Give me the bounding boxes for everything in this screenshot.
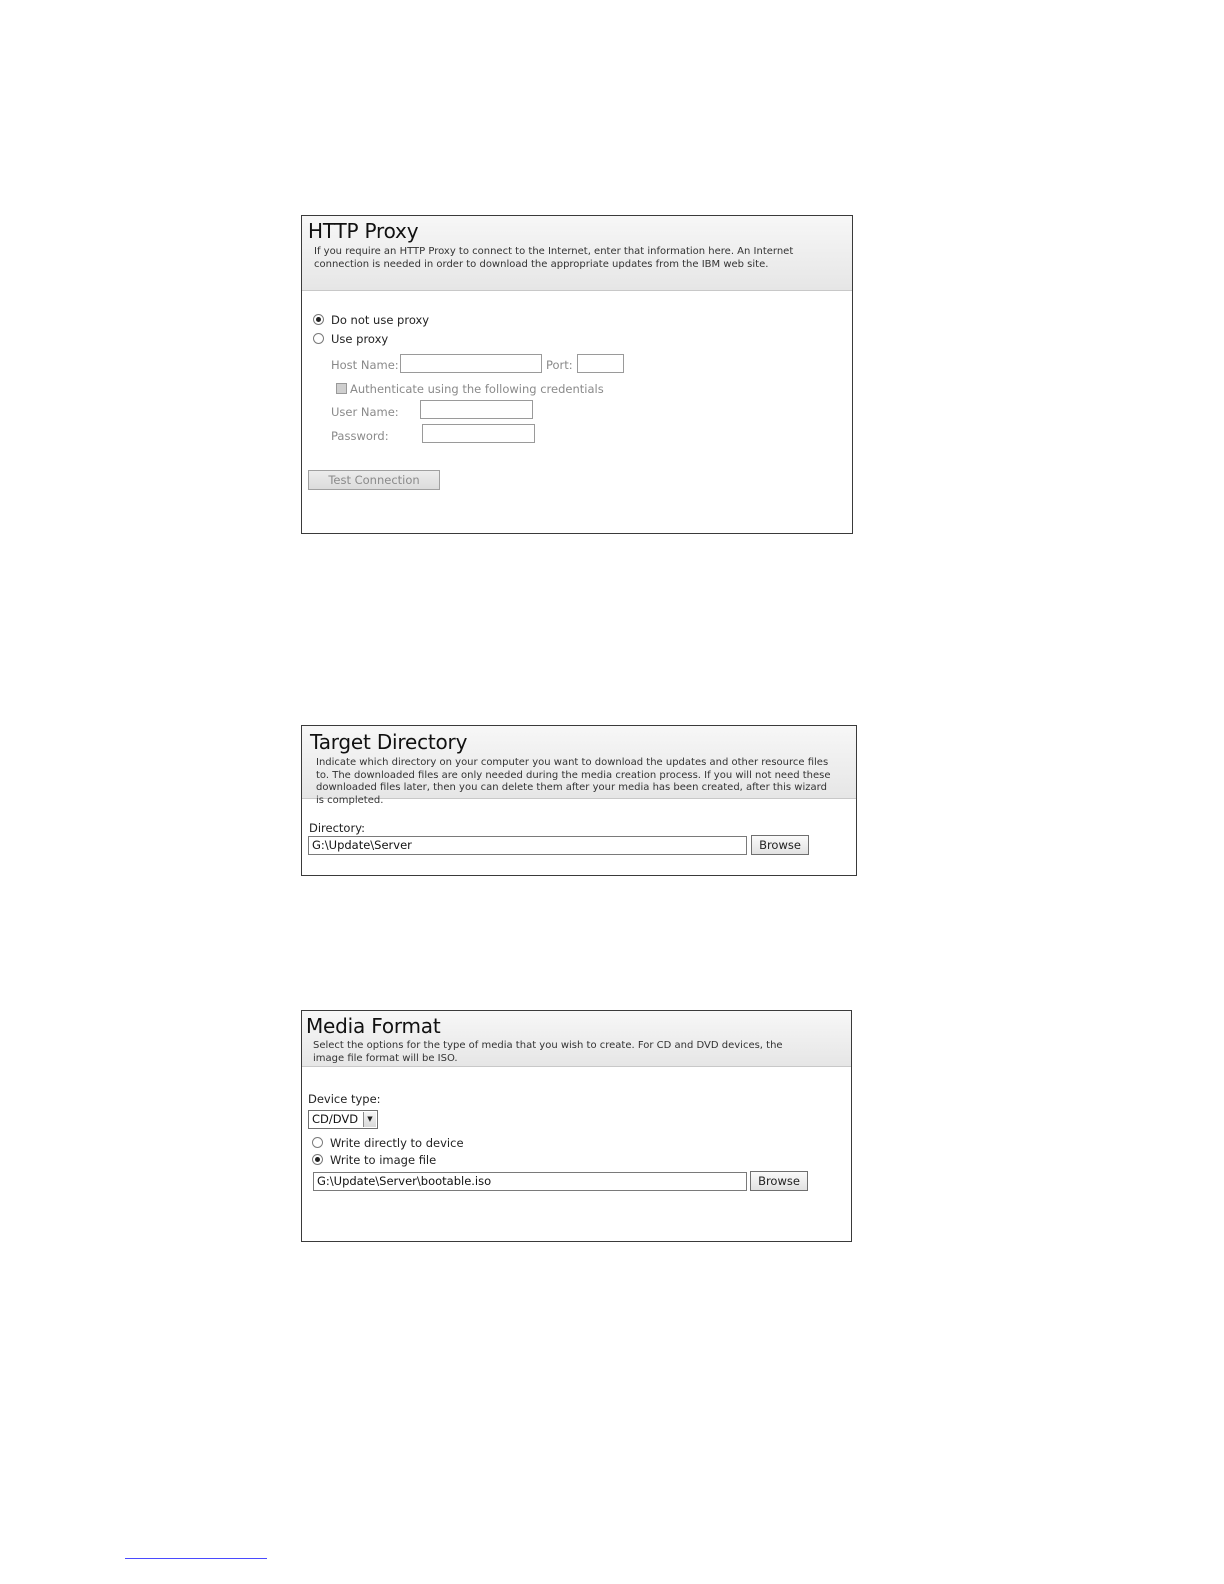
device-type-select[interactable] <box>308 1110 378 1129</box>
test-connection-button[interactable]: Test Connection <box>308 470 440 490</box>
use-proxy-radio[interactable] <box>313 333 324 344</box>
http-proxy-header <box>302 216 852 291</box>
device-type-label: Device type: <box>308 1092 381 1106</box>
user-name-input[interactable] <box>420 400 533 419</box>
write-image-radio[interactable] <box>312 1154 323 1165</box>
image-path-input[interactable]: G:\Update\Server\bootable.iso <box>313 1172 747 1191</box>
target-directory-panel <box>301 725 857 876</box>
http-proxy-panel <box>301 215 853 534</box>
port-input[interactable] <box>577 354 624 373</box>
user-name-label: User Name: <box>331 405 399 419</box>
target-directory-description: Indicate which directory on your computer you want to download the updates and other resource files to. The downloaded files are only needed during the media creation process. If you will not need these downloaded files later, then you can delete them after your media has been created, after this wizard is completed. <box>316 757 831 806</box>
write-device-label[interactable]: Write directly to device <box>330 1136 464 1150</box>
no-proxy-radio-dot <box>316 317 321 322</box>
media-format-title: Media Format <box>306 1014 441 1038</box>
no-proxy-radio[interactable] <box>313 314 324 325</box>
use-proxy-label[interactable]: Use proxy <box>331 332 389 346</box>
media-format-panel <box>301 1010 852 1242</box>
authenticate-label[interactable]: Authenticate using the following credentials <box>350 382 604 396</box>
write-image-radio-dot <box>315 1157 320 1162</box>
target-directory-title: Target Directory <box>310 730 468 754</box>
authenticate-checkbox[interactable] <box>336 383 347 394</box>
target-directory-browse-button[interactable]: Browse <box>751 835 809 855</box>
http-proxy-title: HTTP Proxy <box>308 219 419 243</box>
device-type-value: CD/DVD <box>312 1112 359 1126</box>
directory-label: Directory: <box>309 821 366 835</box>
port-label: Port: <box>546 358 573 372</box>
host-name-input[interactable] <box>400 354 542 373</box>
write-image-label[interactable]: Write to image file <box>330 1153 437 1167</box>
media-format-header <box>302 1011 851 1067</box>
password-input[interactable] <box>422 424 535 443</box>
write-device-radio[interactable] <box>312 1137 323 1148</box>
media-format-description: Select the options for the type of media that you wish to create. For CD and DVD devices, the image file format will be ISO. <box>313 1040 783 1064</box>
host-name-label: Host Name: <box>331 358 399 372</box>
media-format-browse-button[interactable]: Browse <box>750 1171 808 1191</box>
no-proxy-label[interactable]: Do not use proxy <box>331 313 430 327</box>
footnote-rule <box>125 1558 267 1559</box>
directory-input[interactable]: G:\Update\Server <box>308 836 747 855</box>
password-label: Password: <box>331 429 389 443</box>
chevron-down-icon[interactable]: ▼ <box>363 1112 376 1127</box>
target-directory-header <box>302 726 856 806</box>
http-proxy-description: If you require an HTTP Proxy to connect to the Internet, enter that information here. An Internet connection is needed in order to download the appropriate updates from the IBM web site. <box>314 246 794 270</box>
